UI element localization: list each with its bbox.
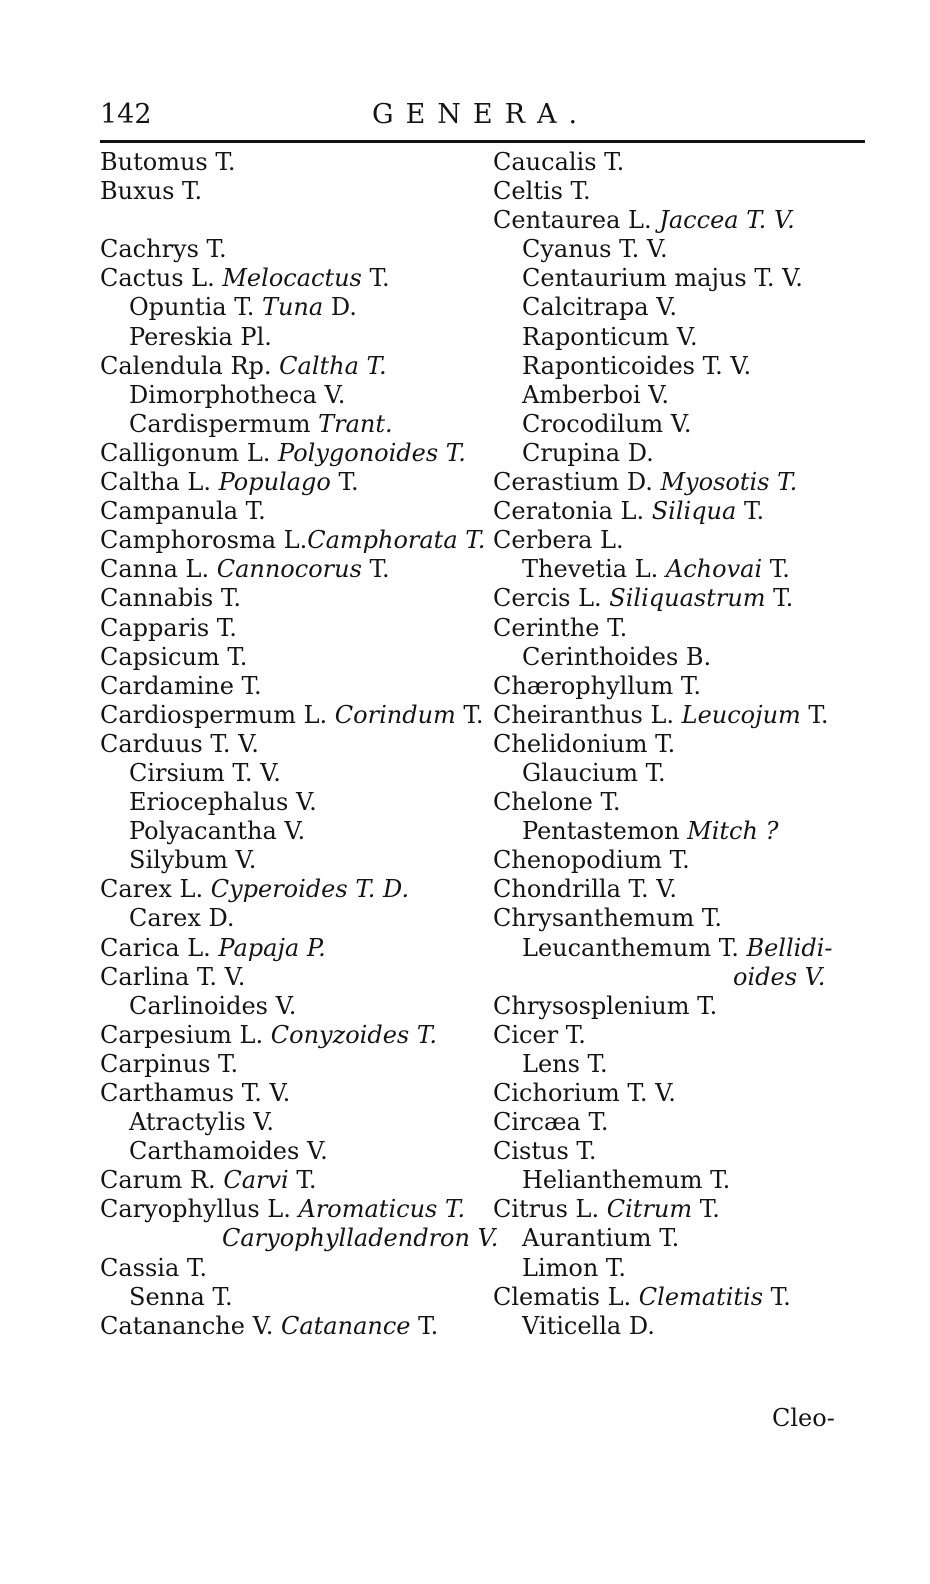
authority-abbrev: T. bbox=[800, 700, 829, 729]
genus-entry bbox=[100, 526, 488, 555]
genus-name: Crupina D. bbox=[522, 438, 654, 467]
genus-name: Carex D. bbox=[129, 904, 235, 933]
genus-name: Senna T. bbox=[129, 1282, 233, 1311]
genus-entry bbox=[493, 1021, 878, 1050]
sub-genus-entry bbox=[100, 323, 488, 352]
left-column bbox=[100, 148, 499, 1341]
authority-abbrev: D. bbox=[323, 293, 357, 322]
genus-entry bbox=[100, 730, 488, 759]
genus-name: Carthamoides V. bbox=[129, 1137, 328, 1166]
genus-name: Lens T. bbox=[522, 1049, 608, 1078]
genus-name: Capparis T. bbox=[100, 613, 237, 642]
genus-entry bbox=[100, 148, 488, 177]
genus-entry bbox=[493, 701, 878, 730]
genus-entry bbox=[100, 584, 488, 613]
genus-entry bbox=[493, 875, 878, 904]
catchword: Cleo- bbox=[772, 1404, 835, 1432]
synonym-italic: Tuna bbox=[261, 293, 324, 322]
genus-entry bbox=[493, 672, 878, 701]
synonym-italic: Achovai bbox=[665, 555, 763, 584]
sub-genus-entry bbox=[100, 293, 488, 322]
genus-entry bbox=[100, 264, 488, 293]
genus-name: Amberboi V. bbox=[522, 380, 670, 409]
genus-name: Cardiospermum L. bbox=[100, 700, 335, 729]
genus-name: Cercis L. bbox=[493, 584, 610, 613]
genus-entry bbox=[100, 352, 488, 381]
genus-entry bbox=[493, 468, 878, 497]
synonym-italic: Populago bbox=[218, 468, 331, 497]
genus-name: Centaurea L. bbox=[493, 206, 660, 235]
sub-genus-entry bbox=[493, 1254, 878, 1283]
genus-entry bbox=[100, 1079, 488, 1108]
sub-genus-entry bbox=[493, 934, 878, 963]
genus-name: Buxus T. bbox=[100, 177, 203, 206]
genus-entry bbox=[100, 468, 488, 497]
synonym-italic: Catanance bbox=[280, 1311, 411, 1340]
genus-entry bbox=[100, 555, 488, 584]
sub-genus-entry bbox=[493, 323, 878, 352]
sub-genus-entry bbox=[493, 643, 878, 672]
genus-entry bbox=[493, 584, 878, 613]
sub-genus-entry bbox=[100, 817, 488, 846]
synonym-italic: Citrum bbox=[606, 1195, 693, 1224]
genus-name: Carpesium L. bbox=[100, 1020, 271, 1049]
authority-abbrev: T. bbox=[763, 1282, 791, 1311]
genus-entry bbox=[493, 730, 878, 759]
blank-line bbox=[100, 206, 488, 235]
synonym-italic: Conyzoides T. bbox=[270, 1020, 437, 1049]
genus-entry bbox=[493, 497, 878, 526]
genus-name: Cerastium D. bbox=[493, 468, 661, 497]
authority-abbrev: T. bbox=[455, 700, 484, 729]
genus-name: Carlinoides V. bbox=[129, 991, 297, 1020]
authority-abbrev: T. bbox=[330, 468, 359, 497]
genus-name: Butomus T. bbox=[100, 148, 236, 176]
genus-name: Cardispermum bbox=[129, 409, 319, 438]
genus-name: Raponticum V. bbox=[522, 322, 698, 351]
sub-genus-entry bbox=[100, 1224, 499, 1253]
genus-entry bbox=[100, 875, 488, 904]
genus-name: Celtis T. bbox=[493, 177, 591, 206]
genus-name: Caryophyllus L. bbox=[100, 1195, 299, 1224]
synonym-italic: Trant. bbox=[318, 409, 393, 438]
authority-abbrev: T. bbox=[736, 497, 765, 526]
genus-entry bbox=[493, 992, 878, 1021]
genus-name: Calligonum L. bbox=[100, 438, 279, 467]
page-number: 142 bbox=[100, 99, 152, 130]
genus-entry bbox=[100, 643, 488, 672]
genus-entry bbox=[100, 701, 488, 730]
genus-entry bbox=[100, 177, 488, 206]
synonym-italic: Mitch ? bbox=[687, 817, 779, 846]
synonym-italic: Carvi bbox=[223, 1166, 289, 1195]
genus-name: Limon T. bbox=[522, 1253, 627, 1282]
genus-name: Glaucium T. bbox=[522, 758, 666, 787]
synonym-italic: Camphorata T. bbox=[307, 526, 486, 555]
genus-name: Aurantium T. bbox=[522, 1224, 680, 1253]
genus-name: Chelidonium T. bbox=[493, 729, 676, 758]
genus-name: Pereskia Pl. bbox=[129, 322, 272, 351]
synonym-italic: Siliquastrum bbox=[609, 584, 766, 613]
genus-entry bbox=[493, 1137, 878, 1166]
synonym-italic: Bellidi- bbox=[746, 933, 833, 962]
sub-genus-entry bbox=[493, 1050, 878, 1079]
genus-entry bbox=[493, 206, 878, 235]
sub-genus-entry bbox=[100, 1137, 488, 1166]
genus-name: Calcitrapa V. bbox=[522, 293, 677, 322]
synonym-italic: Clematitis bbox=[638, 1282, 764, 1311]
genus-name: Cyanus T. V. bbox=[522, 235, 668, 264]
sub-genus-entry bbox=[100, 1108, 488, 1137]
genus-name: Cerinthoides B. bbox=[522, 642, 712, 671]
genus-entry bbox=[493, 148, 878, 177]
genus-name: Cardamine T. bbox=[100, 671, 262, 700]
genus-name: Ceratonia L. bbox=[493, 497, 652, 526]
genus-entry bbox=[100, 934, 488, 963]
synonym-italic: oides V. bbox=[733, 962, 826, 991]
genus-name: Caucalis T. bbox=[493, 148, 625, 176]
genus-entry bbox=[493, 1195, 878, 1224]
sub-genus-entry bbox=[100, 788, 488, 817]
authority-abbrev: T. bbox=[288, 1166, 317, 1195]
sub-genus-entry bbox=[493, 264, 878, 293]
genus-name: Campanula T. bbox=[100, 497, 266, 526]
sub-genus-entry bbox=[100, 410, 488, 439]
genus-name: Cannabis T. bbox=[100, 584, 241, 613]
authority-abbrev: T. bbox=[762, 555, 790, 584]
genus-entry bbox=[493, 526, 878, 555]
sub-genus-entry bbox=[100, 1283, 488, 1312]
genus-name: Capsicum T. bbox=[100, 642, 248, 671]
right-column bbox=[493, 148, 878, 1341]
genus-name: Carica L. bbox=[100, 933, 219, 962]
sub-genus-entry bbox=[493, 555, 878, 584]
sub-genus-entry bbox=[100, 992, 488, 1021]
sub-genus-entry bbox=[100, 759, 488, 788]
genus-entry bbox=[100, 1166, 488, 1195]
sub-genus-entry bbox=[493, 963, 878, 992]
genus-name: Dimorphotheca V. bbox=[129, 380, 346, 409]
genus-name: Circæa T. bbox=[493, 1108, 609, 1137]
synonym-italic: Leucojum bbox=[681, 700, 801, 729]
genus-entry bbox=[100, 1312, 488, 1341]
genus-entry bbox=[100, 439, 488, 468]
synonym-italic: Jaccea T. V. bbox=[659, 206, 795, 235]
genus-entry bbox=[493, 846, 878, 875]
genus-name: Chondrilla T. V. bbox=[493, 875, 678, 904]
sub-genus-entry bbox=[493, 1166, 878, 1195]
synonym-italic: Melocactus bbox=[222, 264, 362, 293]
genus-entry bbox=[100, 672, 488, 701]
genus-name: Opuntia T. bbox=[129, 293, 262, 322]
sub-genus-entry bbox=[493, 410, 878, 439]
genus-name: Catananche V. bbox=[100, 1311, 281, 1340]
genus-name: Leucanthemum T. bbox=[522, 933, 747, 962]
genus-entry bbox=[493, 1079, 878, 1108]
synonym-italic: Polygonoides T. bbox=[278, 438, 466, 467]
genus-entry bbox=[493, 177, 878, 206]
genus-name: Centaurium majus T. V. bbox=[522, 264, 803, 293]
genus-name: Cactus L. bbox=[100, 264, 223, 293]
authority-abbrev: T. bbox=[410, 1311, 439, 1340]
synonym-italic: Caltha T. bbox=[279, 351, 387, 380]
genus-name: Chenopodium T. bbox=[493, 846, 690, 875]
sub-genus-entry bbox=[493, 235, 878, 264]
sub-genus-entry bbox=[493, 352, 878, 381]
genus-entry bbox=[100, 497, 488, 526]
genus-entry bbox=[100, 235, 488, 264]
authority-abbrev: T. bbox=[765, 584, 794, 613]
genus-entry bbox=[100, 1050, 488, 1079]
genus-entry bbox=[493, 1283, 878, 1312]
genus-name: Caltha L. bbox=[100, 468, 219, 497]
genus-name: Chrysanthemum T. bbox=[493, 904, 722, 933]
genus-name: Carpinus T. bbox=[100, 1049, 239, 1078]
synonym-italic: Cannocorus bbox=[216, 555, 362, 584]
sub-genus-entry bbox=[493, 439, 878, 468]
sub-genus-entry bbox=[100, 381, 488, 410]
genus-name: Raponticoides T. V. bbox=[522, 351, 752, 380]
sub-genus-entry bbox=[493, 759, 878, 788]
genus-name: Citrus L. bbox=[493, 1195, 607, 1224]
genus-name: Cichorium T. V. bbox=[493, 1079, 676, 1107]
synonym-italic: Papaja P. bbox=[218, 933, 326, 962]
synonym-italic: Caryophylladendron V. bbox=[222, 1224, 499, 1253]
genus-name: Cerinthe T. bbox=[493, 613, 628, 642]
genus-name: Carthamus T. V. bbox=[100, 1079, 291, 1107]
sub-genus-entry bbox=[100, 846, 488, 875]
genus-entry bbox=[493, 1108, 878, 1137]
genus-name: Carex L. bbox=[100, 875, 211, 904]
genus-entry bbox=[100, 1021, 488, 1050]
genus-entry bbox=[493, 788, 878, 817]
genus-name: Polyacantha V. bbox=[129, 817, 306, 846]
genus-name: Cirsium T. V. bbox=[129, 758, 281, 787]
sub-genus-entry bbox=[493, 381, 878, 410]
genus-name: Chærophyllum T. bbox=[493, 671, 701, 700]
genus-entry bbox=[100, 1195, 488, 1224]
sub-genus-entry bbox=[493, 1312, 878, 1341]
synonym-italic: Corindum bbox=[334, 700, 456, 729]
authority-abbrev: T. bbox=[361, 264, 390, 293]
genus-name: Canna L. bbox=[100, 555, 217, 584]
genus-name: Atractylis V. bbox=[129, 1108, 275, 1137]
genus-name: Carum R. bbox=[100, 1166, 224, 1195]
genus-name: Cicer T. bbox=[493, 1020, 586, 1049]
sub-genus-entry bbox=[493, 293, 878, 322]
genus-name: Cistus T. bbox=[493, 1137, 597, 1166]
authority-abbrev: T. bbox=[692, 1195, 720, 1224]
genus-name: Crocodilum V. bbox=[522, 409, 692, 438]
genus-name: Cheiranthus L. bbox=[493, 700, 682, 729]
synonym-italic: Myosotis T. bbox=[660, 468, 798, 497]
synonym-italic: Aromaticus T. bbox=[298, 1195, 466, 1224]
genus-name: Thevetia L. bbox=[522, 555, 666, 584]
genus-name: Eriocephalus V. bbox=[129, 788, 317, 817]
genus-name: Clematis L. bbox=[493, 1282, 639, 1311]
genus-entry bbox=[493, 904, 878, 933]
genus-name: Cassia T. bbox=[100, 1253, 208, 1282]
genus-name: Calendula Rp. bbox=[100, 351, 280, 380]
genus-name: Viticella D. bbox=[522, 1311, 655, 1340]
genus-name: Camphorosma L. bbox=[100, 526, 308, 555]
genus-name: Pentastemon bbox=[522, 817, 688, 846]
sub-genus-entry bbox=[100, 904, 488, 933]
synonym-italic: Siliqua bbox=[651, 497, 737, 526]
running-head: GENERA. bbox=[372, 99, 590, 130]
genus-name: Cachrys T. bbox=[100, 235, 227, 264]
genus-entry bbox=[100, 963, 488, 992]
authority-abbrev: T. bbox=[361, 555, 390, 584]
genus-name: Silybum V. bbox=[129, 846, 257, 875]
genus-name: Carduus T. V. bbox=[100, 729, 259, 758]
synonym-italic: Cyperoides T. D. bbox=[210, 875, 410, 904]
sub-genus-entry bbox=[493, 817, 878, 846]
genus-name: Cerbera L. bbox=[493, 526, 624, 555]
header-rule bbox=[100, 140, 865, 143]
genus-entry bbox=[493, 614, 878, 643]
genus-entry bbox=[100, 614, 488, 643]
genus-entry bbox=[100, 1254, 488, 1283]
genus-name: Helianthemum T. bbox=[522, 1166, 731, 1195]
sub-genus-entry bbox=[493, 1224, 878, 1253]
genus-name: Chrysosplenium T. bbox=[493, 991, 718, 1020]
genus-name: Chelone T. bbox=[493, 788, 621, 817]
genus-name: Carlina T. V. bbox=[100, 962, 246, 991]
